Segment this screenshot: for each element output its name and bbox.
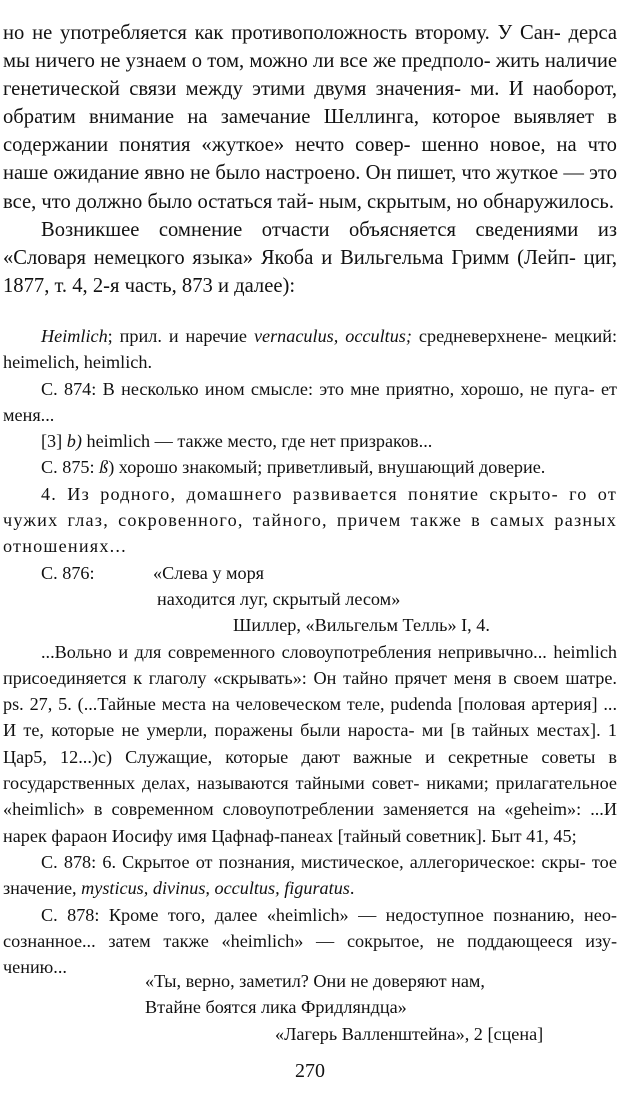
c876-verse-2 (3, 586, 617, 612)
dictionary-item4 (3, 481, 617, 560)
c874-text: ет меня... (3, 378, 618, 425)
entry-text: мецкий: heimelich, heimlich. (3, 326, 618, 373)
item3-prefix: [3] (41, 431, 67, 452)
page-number: 270 (295, 1060, 325, 1082)
passage-line: ...Вольно и для современного словоупотребления непривычно... (41, 641, 547, 662)
text-line: циг, 1877, т. 4, 2-я часть, 873 и далее): (3, 246, 617, 297)
entry-headword: Heimlich (41, 326, 108, 346)
paragraph-2 (3, 216, 617, 300)
c878b-text: чению... (3, 957, 67, 978)
c878a-text: . (349, 878, 355, 899)
passage-line: heimlich присоединяется к глаголу «скрывать»: Он тайно прячет меня в (3, 641, 618, 688)
passage-line: заменяется на «geheim»: ...И нарек фараон Иосифу имя Цафнаф-панеах (3, 799, 617, 846)
body-text (3, 19, 617, 300)
poem-line-1: «Ты, верно, заметил? Они не доверяют нам, (145, 971, 485, 991)
dictionary-entry-head (3, 323, 617, 376)
c875-letter: ß (99, 457, 109, 478)
item3-text: heimlich — также место, где нет призраков... (81, 431, 433, 452)
dictionary-quote (3, 323, 617, 980)
text-line: шенно новое, на что наше ожидание явно не было настроено. Он (3, 134, 617, 185)
dictionary-c874 (3, 376, 617, 429)
text-line: Возникшее сомнение отчасти объясняется сведениями из (41, 218, 617, 241)
c878a-text: тое значение, (3, 851, 617, 899)
verse-source: Шиллер, «Вильгельм Телль» I, 4. (233, 615, 490, 636)
text-line: которое выявляет в содержании понятия «жуткое» нечто совер- (3, 106, 618, 157)
poem-line-2: Втайне боятся лика Фридляндца» (145, 997, 407, 1018)
c878a-latin: mysticus, divinus, occultus, figuratus (81, 878, 350, 899)
text-line: «Словаря немецкого языка» Якоба и Вильгельма Гримм (Лейп- (3, 246, 576, 269)
text-line: дерса мы ничего не узнаем о том, можно ли все же предполо- (3, 22, 617, 73)
c875-prefix: С. 875: (41, 457, 100, 478)
entry-latin: vernaculus, occultus; (253, 326, 412, 346)
dictionary-long-passage (3, 639, 617, 849)
c878b-text: сознанное... затем также «heimlich» — сокрытое, не поддающееся изу- (3, 930, 617, 951)
passage-line: секретные советы в государственных делах, называются тайными совет- (3, 746, 617, 794)
passage-line: своем шатре. ps. 27, 5. (...Тайные места на человеческом теле, pudenda (3, 667, 617, 715)
text-line: жить наличие генетической связи между этими двумя значения- (3, 50, 617, 101)
c874-text: С. 874: В несколько ином смысле: это мне приятно, хорошо, не пуга- (41, 378, 595, 399)
poem-source: «Лагерь Валленштейна», 2 [сцена] (275, 1023, 544, 1044)
dictionary-c878-a (3, 849, 617, 902)
item4-text: самых разных отношениях... (3, 510, 617, 557)
text-line: пишет, что жуткое — это все, что должно было остаться тай- (3, 162, 617, 213)
c875-text: ) хорошо знакомый; приветливый, внушающий доверие. (108, 457, 546, 478)
passage-line: ми [в тайных местах]. 1 Цар5, 12...)с) Служащие, которые дают важные и (3, 720, 617, 767)
entry-text: ; прил. и наречие (107, 326, 254, 346)
c876-verse-1 (3, 560, 617, 586)
paragraph-1 (3, 19, 617, 216)
verse-text: находится луг, скрытый лесом» (157, 588, 401, 609)
dictionary-c875 (3, 454, 617, 480)
item4-text: 4. Из родного, домашнего развивается понятие скрыто- (41, 483, 559, 504)
verse-text: «Слева у моря (153, 562, 265, 583)
c876-source (3, 612, 617, 638)
text-line: ми. И наоборот, обратим внимание на замечание Шеллинга, (3, 78, 617, 129)
passage-line: никами; прилагательное «heimlich» в современном словоупотреблении (3, 773, 617, 820)
passage-line: [тайный советник]. Быт 41, 45; (337, 825, 577, 846)
poem-quote (145, 968, 543, 1047)
item4-text: го от чужих глаз, сокровенного, тайного, причем также в (3, 483, 617, 531)
text-line: но не употребляется как противоположность второму. У Сан- (3, 22, 561, 44)
c878b-text: С. 878: Кроме того, далее «heimlich» — недоступное познанию, нео- (41, 904, 617, 925)
text-line: ным, скрытым, но обнаружилось. (318, 190, 614, 213)
c878a-text: С. 878: 6. Скрытое от познания, мистическое, аллегорическое: скры- (41, 851, 586, 872)
passage-line: [половая артерия] ... И те, которые не умерли, поражены были нароста- (3, 694, 618, 741)
entry-text: средневерхнене- (411, 326, 548, 346)
c876-label: С. 876: (41, 562, 95, 583)
item3-letter: b) (66, 431, 82, 452)
dictionary-item3 (3, 428, 617, 454)
